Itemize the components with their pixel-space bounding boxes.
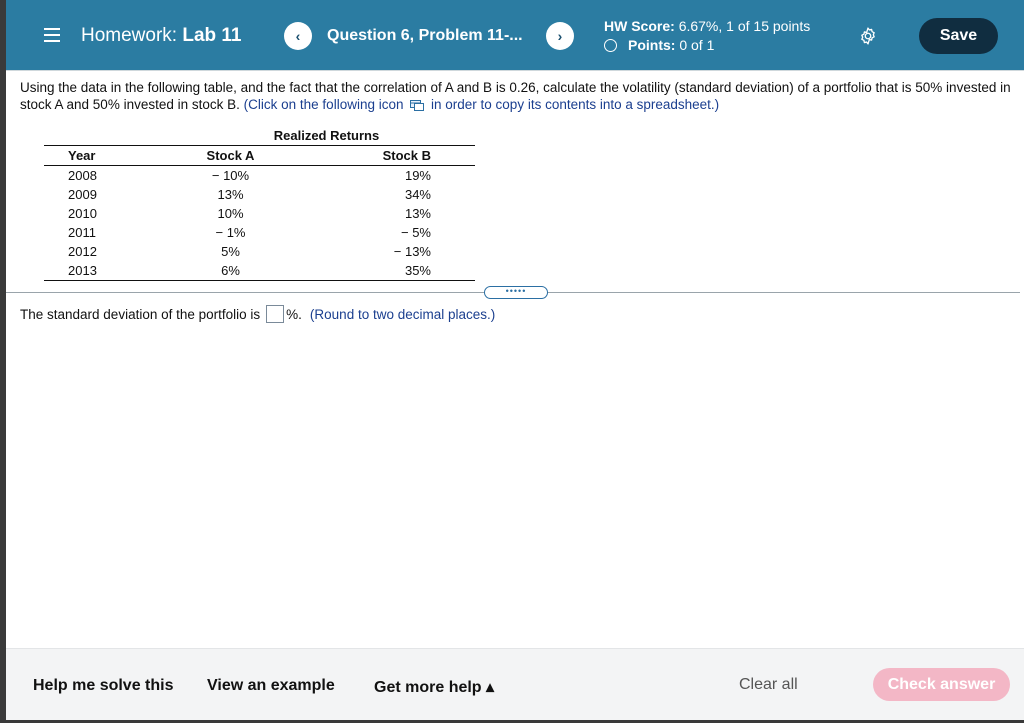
cell-year: 2009 xyxy=(68,187,97,202)
question-text xyxy=(20,79,1015,113)
cell-stock-b: 34% xyxy=(404,187,431,202)
rounding-hint: (Round to two decimal places.) xyxy=(309,306,496,322)
help-me-solve-button[interactable]: Help me solve this xyxy=(33,677,174,694)
hw-score-panel xyxy=(604,17,810,55)
answer-suffix: %. xyxy=(286,306,302,322)
clear-all-button[interactable]: Clear all xyxy=(739,676,798,693)
table-row xyxy=(44,261,475,281)
hw-score-label: HW Score: xyxy=(604,18,675,34)
menu-icon[interactable] xyxy=(44,28,60,42)
question-title[interactable]: Question 6, Problem 11-... xyxy=(327,27,523,44)
homework-title-name: Lab 11 xyxy=(182,25,242,46)
answer-row xyxy=(20,305,495,323)
answer-prefix: The standard deviation of the portfolio is xyxy=(20,306,261,322)
homework-title-prefix: Homework: xyxy=(81,25,178,46)
hw-score-value: 6.67%, 1 of 15 points xyxy=(678,18,811,34)
column-header-stock-a: Stock A xyxy=(178,146,283,166)
get-more-help-button[interactable]: Get more help ▴ xyxy=(374,679,495,696)
cell-year: 2010 xyxy=(68,206,97,221)
cell-stock-b: − 13% xyxy=(393,244,431,259)
header-bar xyxy=(6,0,1024,71)
copy-instructions-a: (Click on the following icon xyxy=(243,97,404,112)
footer-bar xyxy=(6,648,1024,720)
homework-title xyxy=(81,25,242,47)
circle-outline-icon xyxy=(604,39,617,52)
column-header-year: Year xyxy=(44,146,178,166)
view-example-button[interactable]: View an example xyxy=(207,677,335,694)
cell-year: 2008 xyxy=(68,168,97,183)
column-header-stock-b: Stock B xyxy=(283,146,475,166)
cell-stock-a: − 10% xyxy=(211,168,250,183)
answer-input[interactable] xyxy=(266,305,284,323)
cell-stock-a: 10% xyxy=(217,206,244,221)
copy-instructions-b: in order to copy its contents into a spreadsheet.) xyxy=(431,97,720,112)
gear-icon[interactable] xyxy=(858,26,878,46)
points-value: 0 of 1 xyxy=(679,37,715,53)
check-answer-button[interactable]: Check answer xyxy=(873,668,1010,701)
cell-stock-a: − 1% xyxy=(215,225,246,240)
cell-stock-a: 13% xyxy=(217,187,244,202)
cell-stock-b: 13% xyxy=(404,206,431,221)
points-label: Points: xyxy=(628,37,676,53)
cell-stock-b: 19% xyxy=(404,168,431,183)
cell-year: 2013 xyxy=(44,261,178,281)
table-row xyxy=(44,166,475,186)
app-frame xyxy=(6,0,1024,720)
table-caption: Realized Returns xyxy=(273,128,380,143)
cell-year: 2012 xyxy=(68,244,97,259)
realized-returns-table xyxy=(44,126,475,281)
cell-year: 2011 xyxy=(68,225,96,240)
cell-stock-a: 6% xyxy=(178,261,283,281)
chevron-right-icon[interactable]: › xyxy=(546,22,574,50)
table-row xyxy=(44,223,475,242)
copy-spreadsheet-icon[interactable] xyxy=(410,100,424,111)
table-row xyxy=(44,204,475,223)
cell-stock-b: 35% xyxy=(283,261,475,281)
cell-stock-b: − 5% xyxy=(401,225,431,240)
table-row xyxy=(44,185,475,204)
divider-drag-handle[interactable]: ••••• xyxy=(484,286,548,299)
question-main-text: Using the data in the following table, and the fact that the correlation of A and B is 0.26, calculate the volatility (standard deviation) of a portfolio that is 50% invested in stock A and 50% invested in stock B. xyxy=(20,80,1011,112)
chevron-left-icon[interactable]: ‹ xyxy=(284,22,312,50)
table-row xyxy=(44,242,475,261)
save-button[interactable]: Save xyxy=(919,18,998,54)
cell-stock-a: 5% xyxy=(221,244,240,259)
